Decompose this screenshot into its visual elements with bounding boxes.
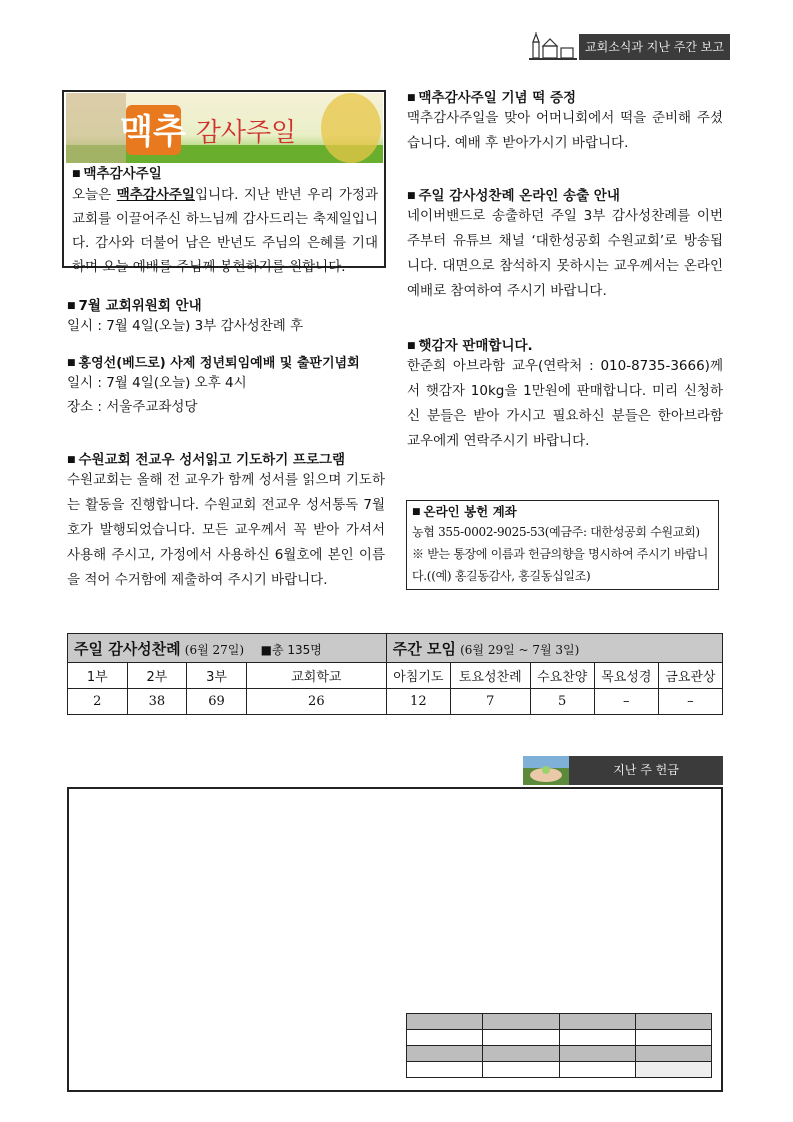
attendance-value: 38 <box>127 689 187 715</box>
week-header <box>386 634 722 663</box>
banner-title-part1: 맥추 <box>120 112 186 152</box>
ricecake-title: ■ 맥추감사주일 기념 떡 증정 <box>407 86 723 106</box>
attendance-header-row <box>68 634 723 663</box>
retirement-title: ■ 홍영선(베드로) 사제 정년퇴임예배 및 출판기념회 <box>67 352 387 371</box>
column-header: 교회학교 <box>246 663 386 689</box>
hands-icon <box>523 756 569 785</box>
attendance-value: 5 <box>530 689 594 715</box>
bible-program-text: 수원교회는 올해 전 교우가 함께 성서를 읽으며 기도하는 활동을 진행합니다. 수원교회 전교우 성서통독 7월호가 발행되었습니다. 모든 교우께서 꼭 받아 가셔서 사용해 주시고, 가정에서 사용하신 6월호에 본인 이름을 적어 수거함에 제출하여 주시기 바랍니다. <box>67 472 385 588</box>
sunday-service-date: (6월 27일) <box>184 642 245 657</box>
online-broadcast-text: 네이버밴드로 송출하던 주일 3부 감사성찬례를 이번 주부터 유튜브 채널 ‘대한성공회 수원교회’로 방송됩니다. 대면으로 참석하지 못하시는 교우께서는 온라인 예배로 참여하여 주시기 바랍니다. <box>407 208 723 299</box>
committee-title: ■ 7월 교회위원회 안내 <box>67 294 387 314</box>
online-offering-account-box <box>406 500 719 590</box>
attendance-table <box>67 633 723 715</box>
table-row <box>407 1014 712 1030</box>
thanksgiving-highlight: 맥추감사주일 <box>116 187 195 203</box>
thanksgiving-text <box>72 165 378 279</box>
potato-sale-notice <box>407 334 723 454</box>
attendance-value: 12 <box>386 689 450 715</box>
week-meeting-title: 주간 모임 <box>392 639 456 658</box>
retirement-place: 장소 : 서울주교좌성당 <box>67 399 198 415</box>
thanksgiving-banner-image <box>66 93 383 163</box>
retirement-time: 일시 : 7월 4일(오늘) 오후 4시 <box>67 375 247 391</box>
thanksgiving-paragraph: 오늘은 맥추감사주일입니다. 지난 반년 우리 가정과 교회를 이끌어주신 하느님께 감사드리는 축제일입니다. 감사와 더불어 남은 반년도 주님의 은혜를 기대하며 오늘 예배를 주님께 봉헌하기를 원합니다. <box>72 187 379 275</box>
online-broadcast-title: ■ 주일 감사성찬례 온라인 송출 안내 <box>407 184 723 204</box>
attendance-value: – <box>658 689 722 715</box>
committee-line: 일시 : 7월 4일(오늘) 3부 감사성찬례 후 <box>67 318 304 334</box>
attendance-value-row <box>68 689 723 715</box>
attendance-column-row <box>68 663 723 689</box>
column-header: 금요관상 <box>658 663 722 689</box>
sunday-header <box>68 634 387 663</box>
retirement-notice <box>67 352 387 419</box>
potato-sale-text: 한준희 아브라함 교우(연락처 : 010-8735-3666)께서 햇감자 10kg을 1만원에 판매합니다. 미리 신청하신 분들은 받아 가시고 필요하신 분들은 한아브라함 교우에게 연락주시기 바랍니다. <box>407 358 723 449</box>
sunday-service-title: 주일 감사성찬례 <box>74 639 181 658</box>
potato-sale-title: ■ 햇감자 판매합니다. <box>407 334 723 354</box>
attendance-value: 26 <box>246 689 386 715</box>
table-row <box>407 1062 712 1078</box>
ricecake-text: 맥추감사주일을 맞아 어머니회에서 떡을 준비해 주셨습니다. 예배 후 받아가시기 바랍니다. <box>407 110 723 151</box>
attendance-value: 7 <box>450 689 530 715</box>
online-broadcast-notice <box>407 184 723 304</box>
table-row <box>407 1030 712 1046</box>
column-header: 토요성찬례 <box>450 663 530 689</box>
column-header: 목요성경 <box>594 663 658 689</box>
thanksgiving-heading: ■ 맥추감사주일 <box>72 165 378 183</box>
column-header: 3부 <box>187 663 247 689</box>
week-meeting-date: (6월 29일 ~ 7월 3일) <box>460 642 580 657</box>
banner-title-part2: 감사주일 <box>195 118 297 148</box>
offering-summary-table <box>406 1013 712 1078</box>
page-header-title: 교회소식과 지난 주간 보고 <box>579 34 730 60</box>
bible-program-notice <box>67 448 385 593</box>
attendance-value: 69 <box>187 689 247 715</box>
account-title: ■ 온라인 봉헌 계좌 <box>412 503 713 521</box>
column-header: 수요찬양 <box>530 663 594 689</box>
sunday-total: ■총 135명 <box>260 642 322 657</box>
column-header: 2부 <box>127 663 187 689</box>
account-note: ※ 받는 통장에 이름과 헌금의향을 명시하여 주시기 바랍니다.((예) 홍길동감사, 홍길동십일조) <box>412 547 709 583</box>
account-number: 농협 355-0002-9025-53(예금주: 대한성공회 수원교회) <box>412 525 700 539</box>
column-header: 아침기도 <box>386 663 450 689</box>
column-header: 1부 <box>68 663 128 689</box>
bible-program-title: ■ 수원교회 전교우 성서읽고 기도하기 프로그램 <box>67 448 385 468</box>
attendance-value: – <box>594 689 658 715</box>
ricecake-notice <box>407 86 723 156</box>
offering-section-title: 지난 주 헌금 <box>569 756 723 785</box>
church-building-icon <box>529 32 577 62</box>
attendance-value: 2 <box>68 689 128 715</box>
committee-notice <box>67 294 387 338</box>
table-row <box>407 1046 712 1062</box>
